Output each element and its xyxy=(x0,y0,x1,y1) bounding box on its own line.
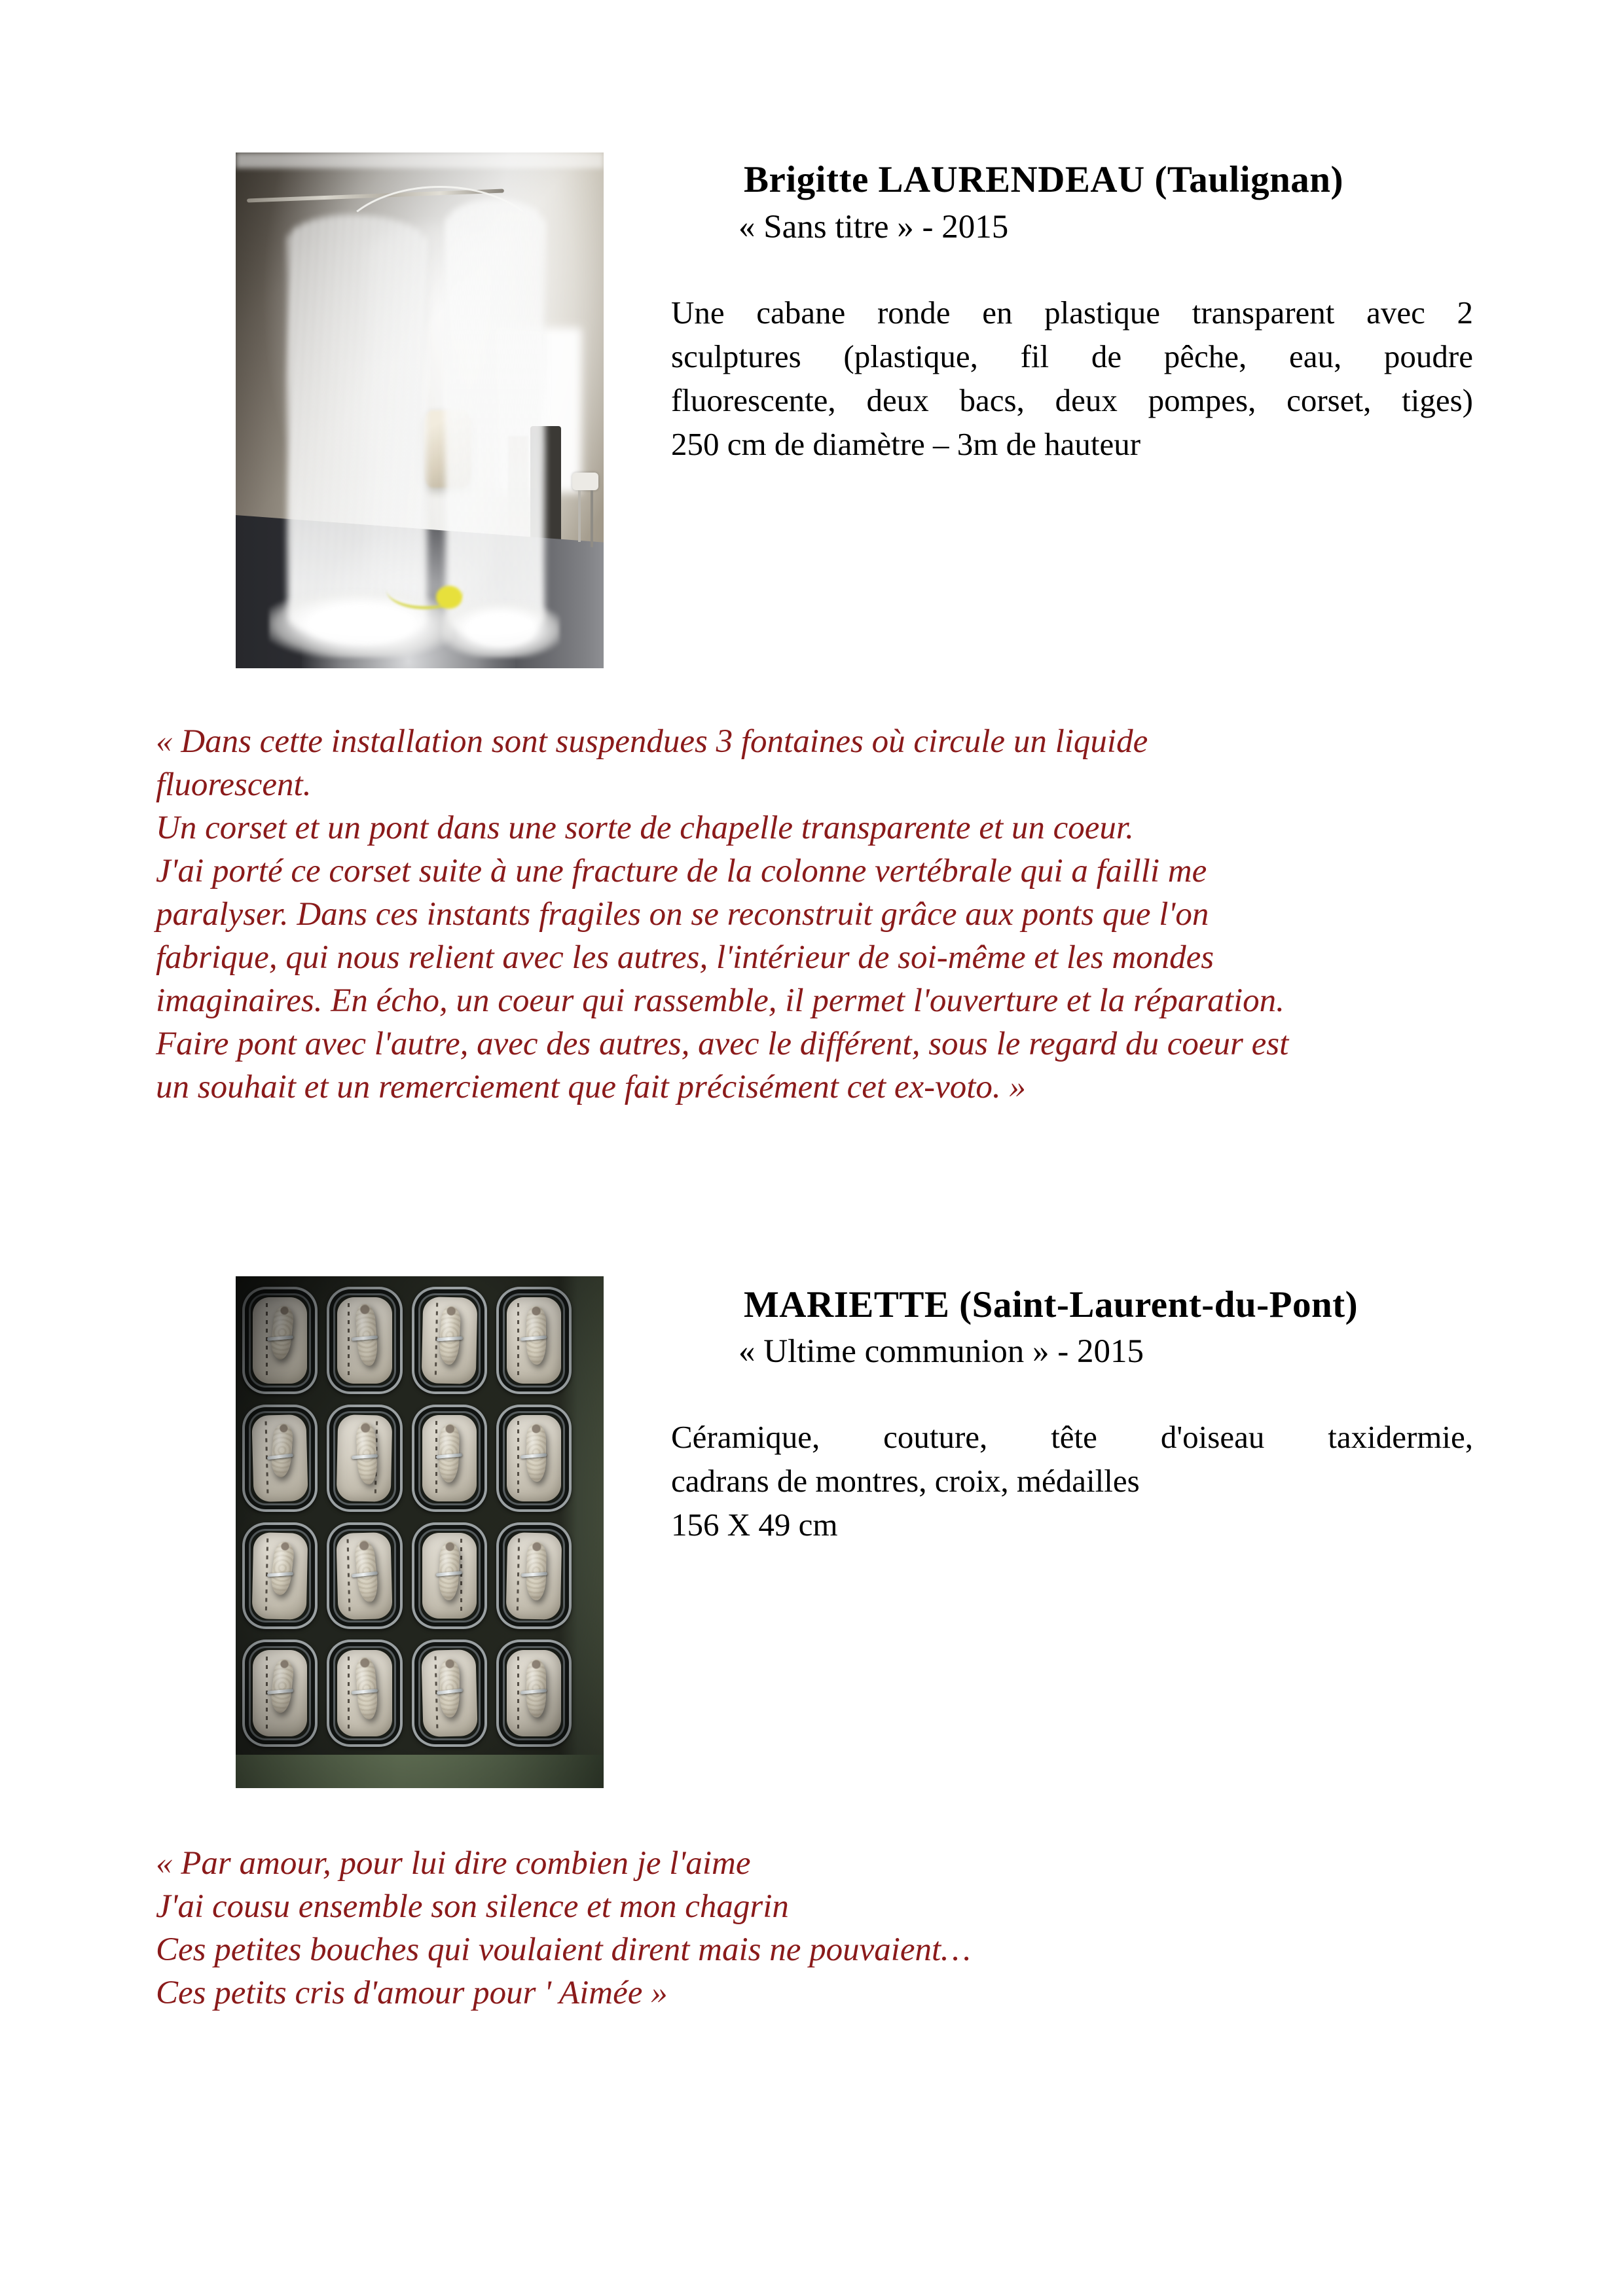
tin xyxy=(412,1405,487,1512)
tin-cloth xyxy=(421,1649,478,1737)
tin xyxy=(412,1640,487,1747)
stitch-line xyxy=(347,1539,351,1613)
tin xyxy=(496,1405,572,1512)
tin xyxy=(496,1640,572,1747)
quote-line: J'ai cousu ensemble son silence et mon chagrin xyxy=(156,1888,789,1925)
tin-cloth xyxy=(337,1650,392,1736)
quote-line: un souhait et un remerciement que fait précisément cet ex-voto. » xyxy=(156,1069,1026,1105)
quote-line: Un corset et un pont dans une sorte de chapelle transparente et un coeur. xyxy=(156,810,1134,846)
ceramic-piece xyxy=(526,1659,546,1718)
tin-cloth xyxy=(507,1297,561,1384)
fabric-pool-right xyxy=(442,601,560,658)
quote-line: Ces petits cris d'amour pour ' Aimée » xyxy=(156,1975,668,2011)
tin xyxy=(327,1405,402,1512)
work-title: « Ultime communion » - 2015 xyxy=(739,1333,1144,1370)
quote-line: Ces petites bouches qui voulaient dirent mais ne pouvaient… xyxy=(156,1931,971,1968)
stool xyxy=(572,473,598,491)
tin xyxy=(242,1287,318,1394)
description-line: fluorescente, deux bacs, deux pompes, corset, tiges) xyxy=(671,382,1473,418)
ceramic-piece xyxy=(526,1541,547,1600)
description-line: 156 X 49 cm xyxy=(671,1507,838,1543)
description-line: cadrans de montres, croix, médailles xyxy=(671,1463,1140,1499)
quote-line: « Par amour, pour lui dire combien je l'aime xyxy=(156,1845,751,1882)
artist-name xyxy=(739,154,1343,206)
quote-line: imaginaires. En écho, un coeur qui rassemble, il permet l'ouverture et la réparation. xyxy=(156,982,1285,1019)
work-description xyxy=(671,1415,1473,1547)
quote-line: fabrique, qui nous relient avec les autres, l'intérieur de soi-même et les mondes xyxy=(156,939,1214,976)
quote-line: fluorescent. xyxy=(156,766,312,803)
installation-photo xyxy=(236,152,604,668)
tin-cloth xyxy=(253,1650,307,1736)
stitch-line xyxy=(517,1657,519,1731)
stitch-line xyxy=(348,1303,350,1377)
quote-line: « Dans cette installation sont suspendues 3 fontaines où circule un liquide xyxy=(156,723,1148,760)
tin-cloth xyxy=(253,1297,307,1384)
tin-cloth xyxy=(507,1650,561,1736)
quote-line: Faire pont avec l'autre, avec des autres, avec le différent, sous le regard du coeur est xyxy=(156,1026,1289,1062)
artist-name-text: Brigitte LAURENDEAU (Taulignan) xyxy=(744,159,1343,200)
tin-cloth xyxy=(337,1414,393,1502)
tin-cloth xyxy=(422,1415,477,1501)
ceramic-piece xyxy=(439,1659,460,1718)
stitch-line xyxy=(517,1421,519,1495)
ceramic-piece xyxy=(439,1423,460,1482)
tin xyxy=(327,1640,402,1747)
ceramic-piece xyxy=(356,1422,378,1484)
yellow-object xyxy=(436,586,462,609)
tin-cloth xyxy=(507,1415,561,1501)
work-description xyxy=(671,291,1473,466)
tin-cloth xyxy=(337,1532,393,1619)
ceramic-piece xyxy=(270,1423,294,1478)
ceramic-piece xyxy=(270,1304,295,1359)
artist-name xyxy=(739,1280,1358,1331)
tin xyxy=(242,1522,318,1630)
tin xyxy=(242,1640,318,1747)
tin-cloth xyxy=(422,1533,477,1619)
stool-leg xyxy=(591,490,593,547)
ceramic-piece xyxy=(270,1658,295,1713)
description-line: Céramique, couture, tête d'oiseau taxidermie, xyxy=(671,1419,1473,1455)
artist-quote xyxy=(156,720,1288,1109)
artist-quote xyxy=(156,1842,971,2015)
tin-cloth xyxy=(421,1297,477,1384)
ceramic-piece xyxy=(438,1305,461,1365)
ceramic-piece xyxy=(354,1539,380,1602)
description-line: 250 cm de diamètre – 3m de hauteur xyxy=(671,426,1141,462)
artist-name-text: MARIETTE (Saint-Laurent-du-Pont) xyxy=(744,1284,1359,1325)
tin-cloth xyxy=(505,1532,562,1620)
green-felt-base xyxy=(236,1755,604,1788)
stitch-line xyxy=(517,1303,519,1377)
ceramic-piece xyxy=(269,1540,295,1596)
artwork-photo-tins xyxy=(236,1276,604,1788)
stitch-line xyxy=(460,1539,462,1613)
stitch-line xyxy=(516,1538,519,1613)
tin xyxy=(327,1522,402,1630)
stool-leg xyxy=(578,490,581,542)
tin-cloth xyxy=(252,1532,308,1620)
tin xyxy=(242,1405,318,1512)
photo-light-band xyxy=(236,152,604,168)
stitch-line xyxy=(348,1657,350,1731)
description-line: sculptures (plastique, fil de pêche, eau, poudre xyxy=(671,338,1473,374)
description-line: Une cabane ronde en plastique transparent avec 2 xyxy=(671,295,1473,331)
tin-cloth xyxy=(337,1297,392,1384)
quote-line: J'ai porté ce corset suite à une fracture de la colonne vertébrale qui a failli me xyxy=(156,853,1207,889)
ceramic-piece xyxy=(439,1541,460,1600)
tin xyxy=(412,1522,487,1630)
tin xyxy=(412,1287,487,1394)
tin xyxy=(496,1287,572,1394)
drape-right xyxy=(445,199,545,637)
ceramic-piece xyxy=(526,1424,546,1482)
tin-grid xyxy=(242,1287,572,1748)
quote-line: paralyser. Dans ces instants fragiles on se reconstruit grâce aux ponts que l'on xyxy=(156,896,1209,933)
tin xyxy=(496,1522,572,1630)
tin xyxy=(327,1287,402,1394)
tin-cloth xyxy=(251,1414,308,1501)
work-title: « Sans titre » - 2015 xyxy=(739,209,1009,245)
